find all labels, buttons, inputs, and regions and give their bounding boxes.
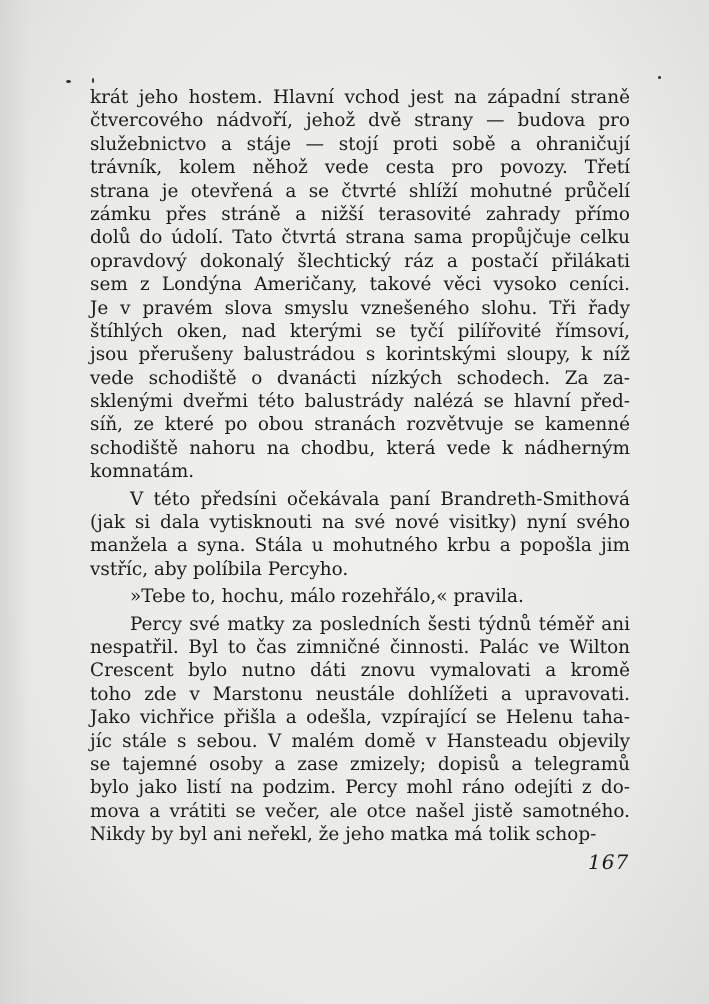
text-line: toho zde v Marstonu neustále dohlížeti a upravovati. xyxy=(90,683,630,705)
text-line: štíhlých oken, nad kterými se tyčí pilířovité římsoví, xyxy=(90,320,630,342)
paragraph xyxy=(90,585,630,608)
print-speck xyxy=(66,80,71,83)
paragraph xyxy=(90,488,630,582)
paragraph xyxy=(90,613,630,847)
text-line: Jako vichřice přišla a odešla, vzpírající se Helenu taha- xyxy=(90,707,630,729)
text-line: strana je otevřená a se čtvrté shlíží mohutné průčelí xyxy=(90,180,630,202)
text-line: čtvercového nádvoří, jehož dvě strany — budova pro xyxy=(90,110,630,132)
text-line: opravdový dokonalý šlechtický ráz a postačí přilákati xyxy=(90,250,630,272)
text-line: služebnictvo a stáje — stojí proti sobě a ohraničují xyxy=(90,133,630,155)
body-text xyxy=(90,86,630,847)
text-line: síň, ze které po obou stranách rozvětvuje se kamenné xyxy=(90,414,630,436)
text-line: krát jeho hostem. Hlavní vchod jest na západní straně xyxy=(90,87,630,108)
text-line: vstříc, aby políbila Percyho. xyxy=(90,558,349,580)
text-line: sklenými dveřmi této balustrády nalézá se hlavní před- xyxy=(90,391,630,413)
print-speck xyxy=(92,78,94,83)
text-line: jsou přerušeny balustrádou s korintskými sloupy, k níž xyxy=(90,344,630,366)
text-line: bylo jako listí na podzim. Percy mohl ráno odejíti z do- xyxy=(90,777,630,799)
text-line: schodiště nahoru na chodbu, která vede k nádherným xyxy=(90,437,630,459)
text-line: sem z Londýna Američany, takové věci vysoko ceníci. xyxy=(90,274,630,296)
text-line: Nikdy by byl ani neřekl, že jeho matka má tolik schop- xyxy=(90,824,597,846)
print-speck xyxy=(658,76,661,79)
text-line: manžela a syna. Stála u mohutného krbu a popošla jim xyxy=(90,535,630,557)
page-number: 167 xyxy=(588,850,630,874)
text-line: nespatřil. Byl to čas zimničné činnosti. Palác ve Wilton xyxy=(90,636,630,658)
text-line: mova a vrátiti se večer, ale otce našel jistě samotného. xyxy=(90,800,630,822)
text-line: se tajemné osoby a zase zmizely; dopisů a telegramů xyxy=(90,753,630,775)
text-line: »Tebe to, hochu, málo rozehřálo,« pravila. xyxy=(130,586,524,608)
text-line: V této předsíni očekávala paní Brandreth-Smithová xyxy=(130,488,630,510)
text-line: jíc stále s sebou. V malém domě v Hansteadu objevily xyxy=(90,730,630,752)
text-line: trávník, kolem něhož vede cesta pro povozy. Třetí xyxy=(90,157,630,179)
text-line: zámku přes stráně a nižší terasovité zahrady přímo xyxy=(90,203,630,225)
text-line: Crescent bylo nutno dáti znovu vymalovati a kromě xyxy=(90,660,630,682)
text-line: Percy své matky za posledních šesti týdnů téměř ani xyxy=(130,613,630,635)
text-line: dolů do údolí. Tato čtvrtá strana sama propůjčuje celku xyxy=(90,227,630,249)
text-line: vede schodiště o dvanácti nízkých schodech. Za za- xyxy=(90,367,630,389)
text-line: (jak si dala vytisknouti na své nové visitky) nyní svého xyxy=(90,512,630,534)
text-line: komnatám. xyxy=(90,461,195,483)
paragraph xyxy=(90,86,630,484)
text-line: Je v pravém slova smyslu vznešeného slohu. Tři řady xyxy=(90,297,630,319)
